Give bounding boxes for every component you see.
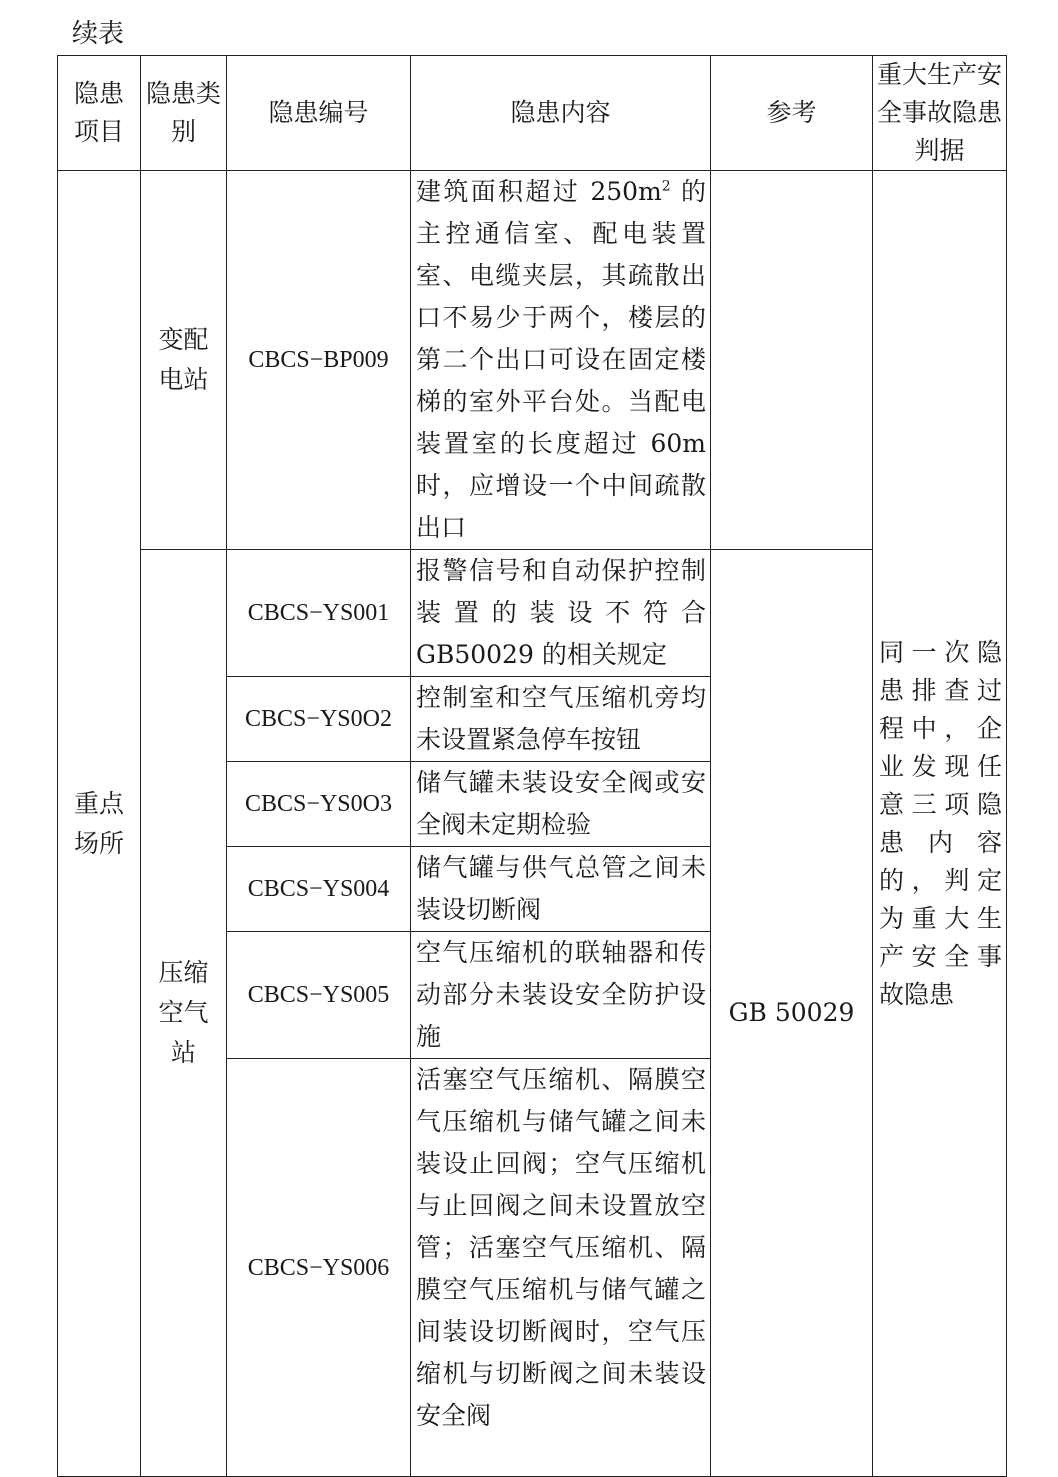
hazard-content: 报警信号和自动保护控制装置的装设不符合 GB50029 的相关规定 xyxy=(411,550,711,677)
hazard-content: 控制室和空气压缩机旁均未设置紧急停车按钮 xyxy=(411,677,711,762)
header-category: 隐患类别 xyxy=(141,56,227,171)
header-criteria: 重大生产安全事故隐患判据 xyxy=(873,56,1007,171)
category-substation: 变配电站 xyxy=(141,171,227,550)
hazard-code: CBCS−YS006 xyxy=(227,1059,411,1477)
hazard-code: CBCS−YS005 xyxy=(227,932,411,1059)
header-item: 隐患项目 xyxy=(58,56,141,171)
hazard-code: CBCS−YS004 xyxy=(227,847,411,932)
superscript-2: 2 xyxy=(661,178,671,195)
hazard-code: CBCS−YS0O3 xyxy=(227,762,411,847)
table-continued-caption: 续表 xyxy=(72,19,125,49)
hazard-code: CBCS−BP009 xyxy=(227,171,411,550)
hazard-code: CBCS−YS001 xyxy=(227,550,411,677)
header-reference: 参考 xyxy=(711,56,873,171)
hazard-content: 储气罐未装设安全阀或安全阀未定期检验 xyxy=(411,762,711,847)
criteria-cell: 同一次隐患排查过程中，企业发现任意三项隐患内容的，判定为重大生产安全事故隐患 xyxy=(873,171,1007,1477)
hazard-content: 建筑面积超过 $250m^2$ 的主控通信室、配电装置室、电缆夹层，其疏散出口不易少于两个，楼层的第二个出口可设在固定楼梯的室外平台处。当配电装置室的长度超过 60m 时，应增设一个中间疏散出口 xyxy=(411,171,711,550)
hazard-content: 储气罐与供气总管之间未装设切断阀 xyxy=(411,847,711,932)
hazard-content: 活塞空气压缩机、隔膜空气压缩机与储气罐之间未装设止回阀；空气压缩机与止回阀之间未设置放空管；活塞空气压缩机、隔膜空气压缩机与储气罐之间装设切断阀时，空气压缩机与切断阀之间未装设安全阀 xyxy=(411,1059,711,1477)
table-row xyxy=(58,550,1007,677)
table-row xyxy=(58,171,1007,550)
header-code: 隐患编号 xyxy=(227,56,411,171)
hazard-table xyxy=(57,55,1007,1477)
reference-cell: GB 50029 xyxy=(711,550,873,1477)
category-compressed-air: 压缩空气站 xyxy=(141,550,227,1477)
hazard-content: 空气压缩机的联轴器和传动部分未装设安全防护设施 xyxy=(411,932,711,1059)
hazard-code: CBCS−YS0O2 xyxy=(227,677,411,762)
reference-empty xyxy=(711,171,873,550)
header-content: 隐患内容 xyxy=(411,56,711,171)
hazard-item-cell: 重点场所 xyxy=(58,171,141,1477)
header-row xyxy=(58,56,1007,171)
